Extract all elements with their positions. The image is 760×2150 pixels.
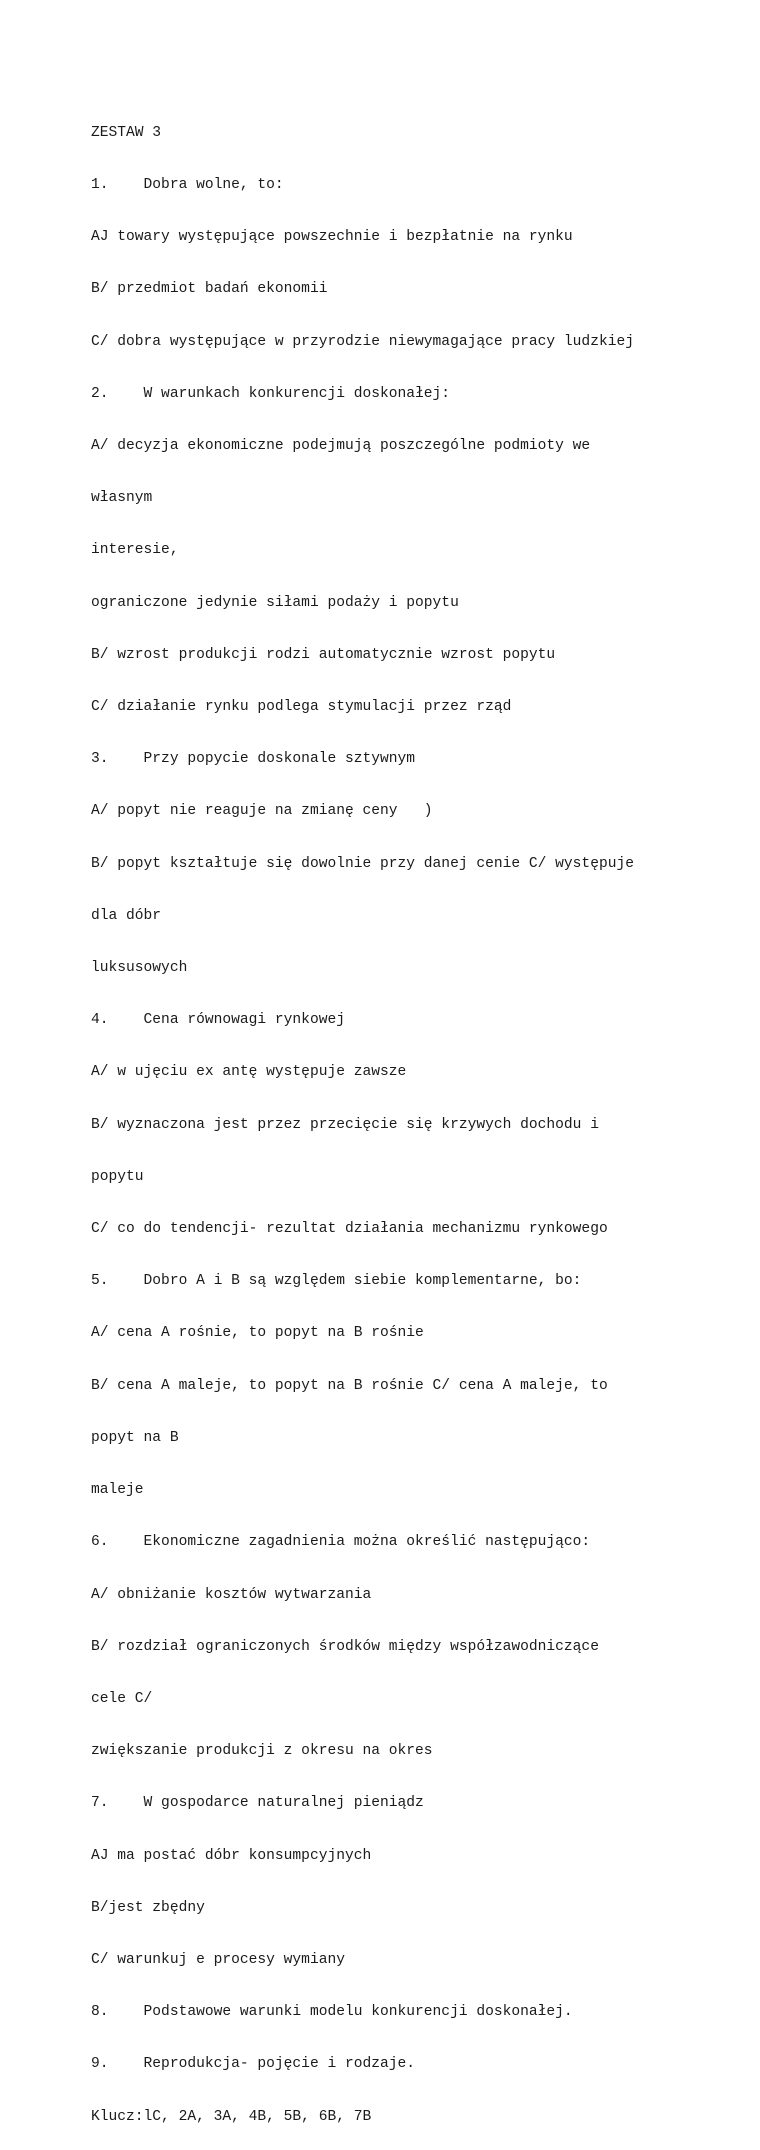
document-text [91, 90, 731, 2150]
question-7: 7. W gospodarce naturalnej pieniądz [91, 1795, 424, 1812]
answer-line: popytu [91, 1168, 144, 1185]
question-4: 4. Cena równowagi rynkowej [91, 1012, 345, 1029]
answer-line: B/ rozdział ograniczonych środków między współzawodniczące [91, 1638, 599, 1655]
answer-line: popyt na B [91, 1429, 179, 1446]
answer-line: C/ co do tendencji- rezultat działania mechanizmu rynkowego [91, 1221, 608, 1238]
question-1: 1. Dobra wolne, to: [91, 177, 284, 194]
answer-line: C/ dobra występujące w przyrodzie niewymagające pracy ludzkiej [91, 333, 634, 350]
answer-line: własnym [91, 490, 153, 507]
answer-line: A/ cena A rośnie, to popyt na B rośnie [91, 1325, 424, 1342]
answer-line: A/ obniżanie kosztów wytwarzania [91, 1586, 372, 1603]
answer-line: cele C/ [91, 1690, 153, 1707]
answer-line: AJ ma postać dóbr konsumpcyjnych [91, 1847, 372, 1864]
answer-line: C/ działanie rynku podlega stymulacji przez rząd [91, 699, 512, 716]
answer-line: A/ decyzja ekonomiczne podejmują poszczególne podmioty we [91, 438, 591, 455]
answer-line: B/ wyznaczona jest przez przecięcie się krzywych dochodu i [91, 1116, 599, 1133]
question-3: 3. Przy popycie doskonale sztywnym [91, 751, 416, 768]
answer-line: B/ wzrost produkcji rodzi automatycznie wzrost popytu [91, 646, 556, 663]
title-line: ZESTAW 3 [91, 124, 162, 141]
question-6: 6. Ekonomiczne zagadnienia można określić następująco: [91, 1534, 591, 1551]
answer-line: B/ popyt kształtuje się dowolnie przy danej cenie C/ występuje [91, 855, 634, 872]
answer-line: zwiększanie produkcji z okresu na okres [91, 1743, 433, 1760]
answer-line: B/ cena A maleje, to popyt na B rośnie C/ cena A maleje, to [91, 1377, 608, 1394]
answer-line: A/ popyt nie reaguje na zmianę ceny ) [91, 803, 433, 820]
answer-line: luksusowych [91, 960, 188, 977]
answer-line: dla dóbr [91, 907, 162, 924]
answer-line: B/ przedmiot badań ekonomii [91, 281, 328, 298]
answer-line: A/ w ujęciu ex antę występuje zawsze [91, 1064, 407, 1081]
question-9: 9. Reprodukcja- pojęcie i rodzaje. [91, 2056, 416, 2073]
answer-line: B/jest zbędny [91, 1899, 205, 1916]
answer-line: C/ warunkuj e procesy wymiany [91, 1951, 345, 1968]
question-5: 5. Dobro A i B są względem siebie komplementarne, bo: [91, 1273, 582, 1290]
answer-line: AJ towary występujące powszechnie i bezpłatnie na rynku [91, 229, 573, 246]
question-2: 2. W warunkach konkurencji doskonałej: [91, 385, 451, 402]
answer-line: maleje [91, 1482, 144, 1499]
answer-line: ograniczone jedynie siłami podaży i popytu [91, 594, 459, 611]
answer-key: Klucz:lC, 2A, 3A, 4B, 5B, 6B, 7B [91, 2108, 372, 2125]
answer-line: interesie, [91, 542, 179, 559]
question-8: 8. Podstawowe warunki modelu konkurencji doskonałej. [91, 2004, 573, 2021]
